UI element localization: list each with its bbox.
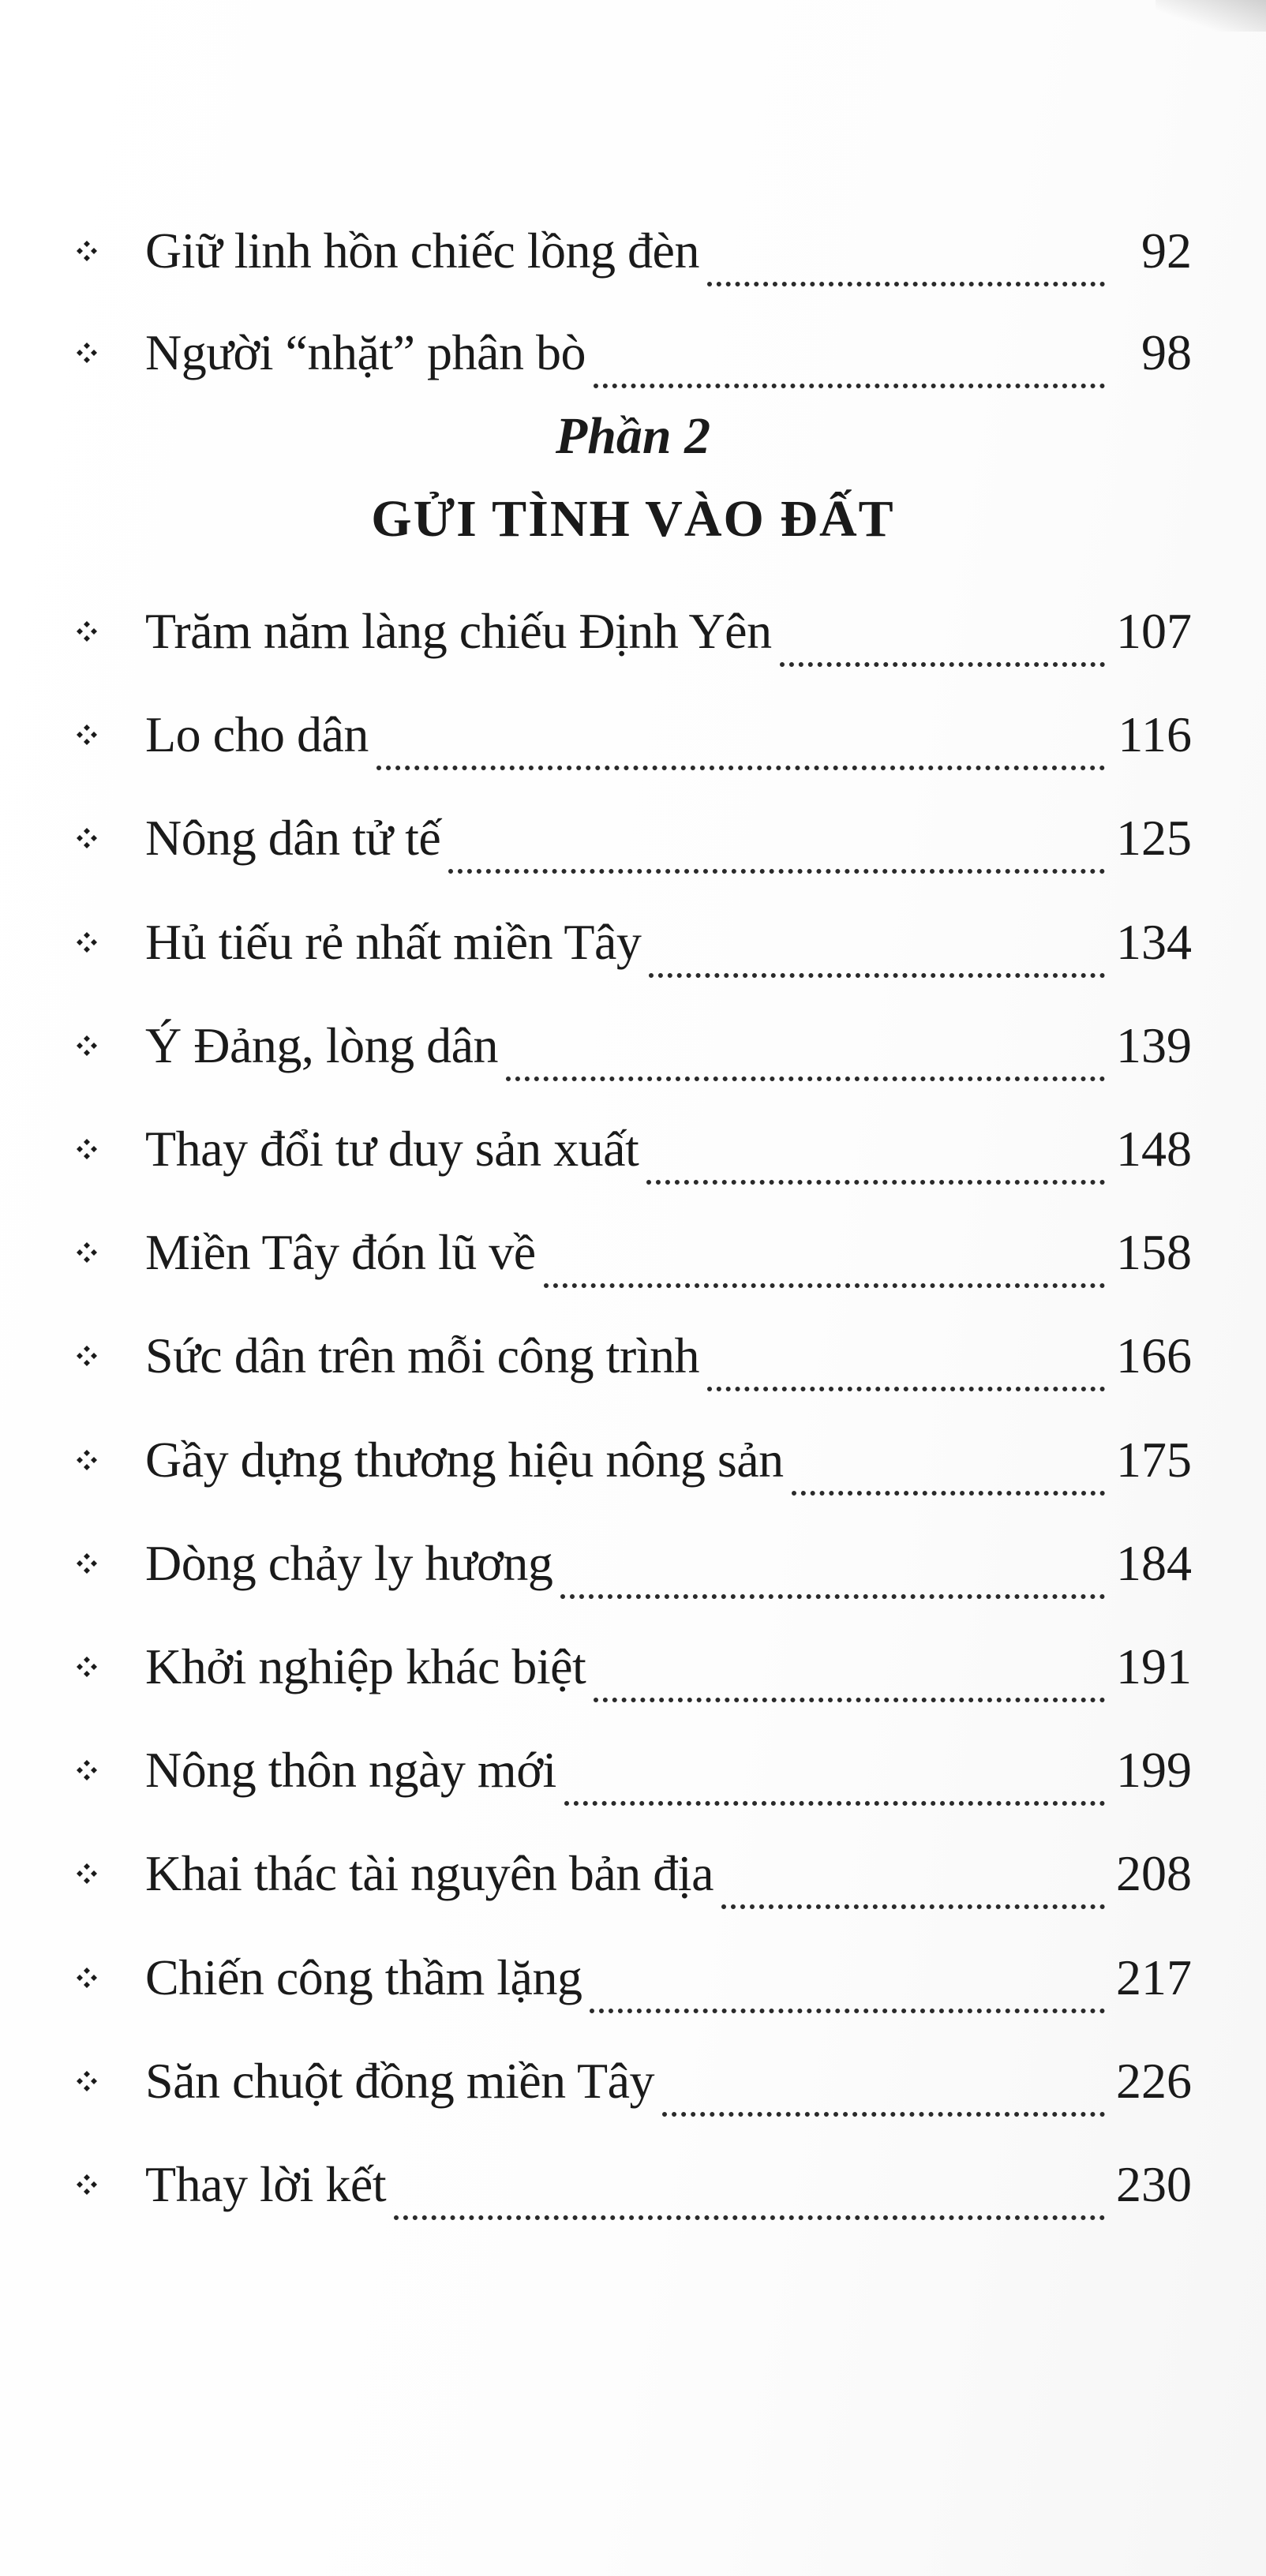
toc-entry-title: Lo cho dân [145, 706, 369, 762]
toc-entry[interactable] [71, 2141, 1192, 2228]
toc-entry-page: 217 [1116, 1949, 1192, 2005]
toc-entry-page: 125 [1116, 810, 1192, 866]
toc-entry[interactable] [71, 691, 1192, 778]
dot-leader [590, 1958, 1105, 2013]
four-diamond-bullet-icon [76, 1863, 98, 1885]
toc-entry-page: 226 [1116, 2053, 1192, 2109]
four-diamond-bullet-icon [76, 1967, 98, 1989]
toc-entry-title: Người “nhặt” phân bò [145, 324, 586, 380]
toc-entry-page: 184 [1116, 1535, 1192, 1591]
toc-entry[interactable] [71, 1623, 1192, 1710]
four-diamond-bullet-icon [76, 240, 98, 262]
four-diamond-bullet-icon [76, 724, 98, 746]
toc-entry-title: Khởi nghiệp khác biệt [145, 1638, 586, 1694]
toc-entry[interactable] [71, 1934, 1192, 2021]
dot-leader [662, 2061, 1105, 2117]
toc-entry[interactable] [71, 1417, 1192, 1503]
toc-entry[interactable] [71, 208, 1192, 294]
four-diamond-bullet-icon [76, 1759, 98, 1781]
toc-entry-page: 148 [1116, 1121, 1192, 1177]
page-corner-shadow [1156, 0, 1266, 32]
toc-entry-title: Nông thôn ngày mới [145, 1742, 556, 1798]
toc-entry[interactable] [71, 1727, 1192, 1814]
four-diamond-bullet-icon [76, 2070, 98, 2092]
four-diamond-bullet-icon [76, 1138, 98, 1160]
dot-leader [792, 1440, 1105, 1496]
four-diamond-bullet-icon [76, 1345, 98, 1367]
toc-entry[interactable] [71, 1209, 1192, 1296]
dot-leader [780, 612, 1105, 667]
toc-entry-title: Nông dân tử tế [145, 810, 441, 866]
toc-entry-page: 208 [1116, 1845, 1192, 1901]
toc-entry[interactable] [71, 1830, 1192, 1917]
toc-entry-page: 158 [1116, 1224, 1192, 1280]
toc-entry-title: Giữ linh hồn chiếc lồng đèn [145, 223, 699, 279]
toc-entry-title: Khai thác tài nguyên bản địa [145, 1845, 714, 1901]
toc-entry[interactable] [71, 2038, 1192, 2125]
toc-entry-page: 139 [1116, 1017, 1192, 1073]
four-diamond-bullet-icon [76, 1656, 98, 1678]
four-diamond-bullet-icon [76, 1552, 98, 1574]
toc-entry[interactable] [71, 1002, 1192, 1089]
four-diamond-bullet-icon [76, 2174, 98, 2196]
four-diamond-bullet-icon [76, 931, 98, 953]
toc-entry-page: 199 [1116, 1742, 1192, 1798]
toc-entry-page: 92 [1141, 223, 1192, 279]
dot-leader [646, 1129, 1105, 1185]
dot-leader [721, 1854, 1105, 1909]
toc-entry-page: 191 [1116, 1638, 1192, 1694]
four-diamond-bullet-icon [76, 827, 98, 849]
four-diamond-bullet-icon [76, 1241, 98, 1264]
dot-leader [707, 231, 1105, 286]
dot-leader [649, 923, 1105, 978]
four-diamond-bullet-icon [76, 620, 98, 642]
toc-entry-page: 175 [1116, 1432, 1192, 1488]
four-diamond-bullet-icon [76, 1449, 98, 1471]
toc-entry-title: Miền Tây đón lũ về [145, 1224, 536, 1280]
toc-entry-title: Thay lời kết [145, 2156, 387, 2212]
dot-leader [560, 1544, 1105, 1599]
part-label: Phần 2 [555, 407, 711, 465]
dot-leader [594, 1647, 1105, 1702]
toc-entry-title: Hủ tiếu rẻ nhất miền Tây [145, 914, 642, 970]
toc-entry[interactable] [71, 1520, 1192, 1607]
toc-entry-title: Gầy dựng thương hiệu nông sản [145, 1432, 784, 1488]
toc-entry-title: Sức dân trên mỗi công trình [145, 1327, 699, 1383]
part-title: GỬI TÌNH VÀO ĐẤT [371, 490, 895, 548]
toc-entry-page: 116 [1118, 706, 1192, 762]
toc-entry-title: Săn chuột đồng miền Tây [145, 2053, 654, 2109]
toc-entry[interactable] [71, 309, 1192, 396]
dot-leader [707, 1336, 1105, 1391]
toc-entry-title: Trăm năm làng chiếu Định Yên [145, 603, 772, 659]
toc-entry-title: Chiến công thầm lặng [145, 1949, 582, 2005]
dot-leader [594, 333, 1105, 388]
toc-entry-page: 98 [1141, 324, 1192, 380]
toc-entry[interactable] [71, 795, 1192, 882]
dot-leader [544, 1233, 1105, 1288]
dot-leader [394, 2165, 1105, 2220]
dot-leader [506, 1026, 1105, 1081]
toc-entry[interactable] [71, 899, 1192, 986]
toc-entry-page: 107 [1116, 603, 1192, 659]
dot-leader [376, 715, 1105, 770]
toc-entry-page: 230 [1116, 2156, 1192, 2212]
toc-entry-page: 134 [1116, 914, 1192, 970]
toc-entry[interactable] [71, 588, 1192, 675]
dot-leader [564, 1750, 1105, 1806]
toc-entry[interactable] [71, 1312, 1192, 1399]
toc-entry[interactable] [71, 1106, 1192, 1193]
toc-entry-title: Ý Đảng, lòng dân [145, 1017, 499, 1073]
four-diamond-bullet-icon [76, 1035, 98, 1057]
toc-entry-title: Dòng chảy ly hương [145, 1535, 553, 1591]
four-diamond-bullet-icon [76, 342, 98, 364]
toc-entry-page: 166 [1116, 1327, 1192, 1383]
toc-entry-title: Thay đổi tư duy sản xuất [145, 1121, 639, 1177]
dot-leader [448, 818, 1105, 874]
